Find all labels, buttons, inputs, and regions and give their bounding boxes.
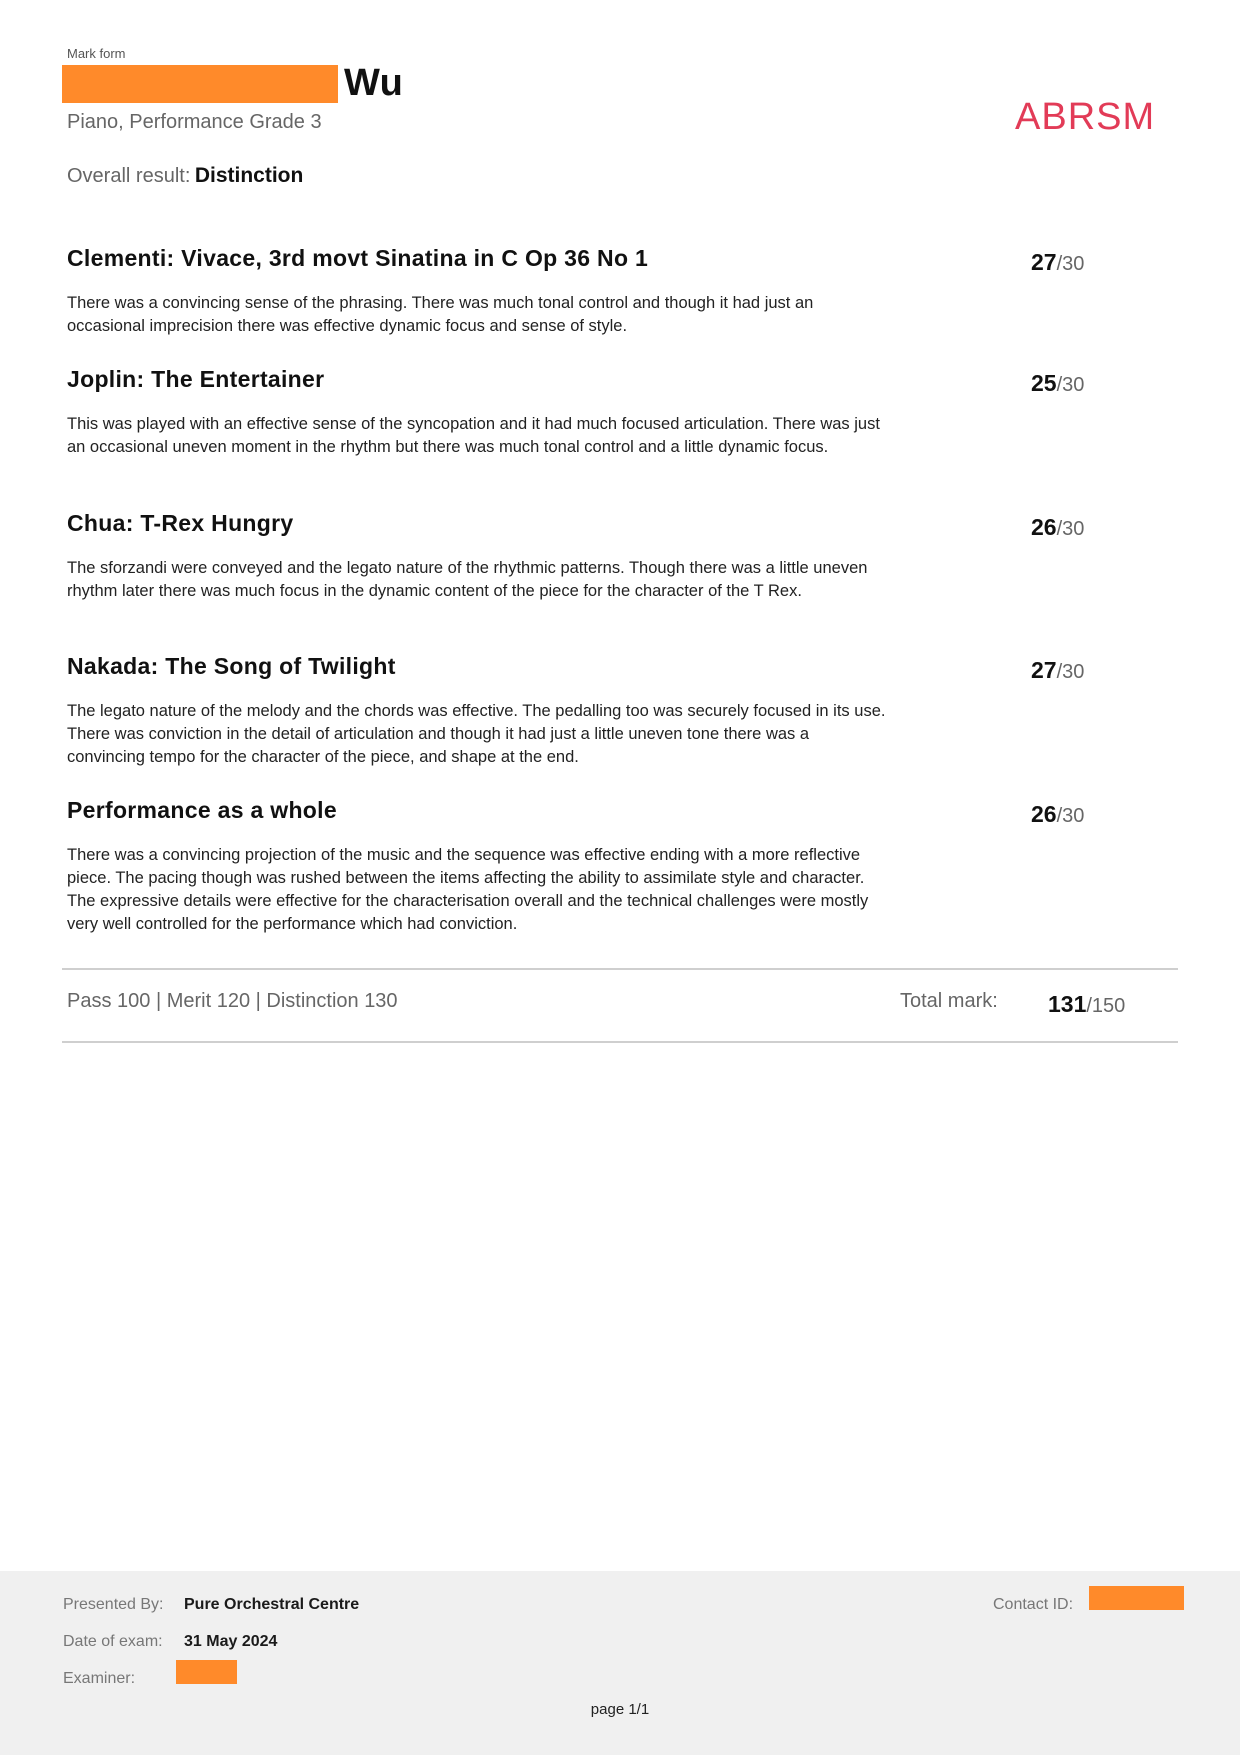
piece-score: 26 [1031, 801, 1057, 827]
piece-mark [1031, 801, 1127, 828]
piece-section [67, 510, 1127, 603]
piece-mark [1031, 370, 1127, 397]
total-max: /150 [1086, 995, 1126, 1017]
page-number: page 1/1 [590, 1701, 650, 1718]
piece-mark [1031, 249, 1127, 276]
piece-title: Joplin: The Entertainer [67, 366, 325, 392]
total-mark [1048, 991, 1125, 1018]
exam-date-value: 31 May 2024 [184, 1633, 278, 1650]
piece-title: Performance as a whole [67, 797, 337, 823]
piece-max: /30 [1056, 518, 1085, 540]
piece-section [67, 653, 1127, 769]
piece-comment: This was played with an effective sense of the syncopation and it had much focused articulation. There was just an occasional uneven moment in the rhythm but there was much tonal control and a little dynamic focus. [67, 415, 880, 456]
piece-max: /30 [1056, 805, 1085, 827]
piece-title: Nakada: The Song of Twilight [67, 653, 396, 679]
piece-title: Clementi: Vivace, 3rd movt Sinatina in C Op 36 No 1 [67, 245, 649, 271]
overall-result [67, 164, 303, 188]
piece-max: /30 [1056, 374, 1085, 396]
abrsm-logo: ABRSM [1015, 96, 1156, 138]
piece-comment: There was a convincing sense of the phrasing. There was much tonal control and though it had just an occasional imprecision there was effective dynamic focus and sense of style. [67, 294, 814, 335]
overall-result-value: Distinction [194, 164, 304, 187]
contact-id-label: Contact ID: [993, 1596, 1074, 1613]
total-score: 131 [1048, 991, 1087, 1017]
redacted-first-name [62, 65, 338, 103]
piece-mark [1031, 657, 1127, 684]
piece-score: 27 [1031, 249, 1057, 275]
redacted-examiner [176, 1660, 237, 1684]
examiner-label: Examiner: [63, 1670, 136, 1687]
piece-max: /30 [1056, 661, 1085, 683]
redacted-contact-id [1089, 1586, 1184, 1610]
presented-by-label: Presented By: [63, 1596, 164, 1613]
piece-section [67, 245, 1127, 338]
piece-score: 26 [1031, 514, 1057, 540]
candidate-surname: Wu [344, 62, 404, 104]
total-mark-label: Total mark: [900, 990, 998, 1012]
piece-section [67, 797, 1127, 936]
piece-title: Chua: T-Rex Hungry [67, 510, 294, 536]
presented-by-value: Pure Orchestral Centre [184, 1596, 360, 1613]
exam-subtitle: Piano, Performance Grade 3 [67, 111, 322, 133]
piece-score: 25 [1031, 370, 1057, 396]
grade-thresholds: Pass 100 | Merit 120 | Distinction 130 [67, 990, 398, 1012]
piece-score: 27 [1031, 657, 1057, 683]
piece-section [67, 366, 1127, 459]
divider-top [62, 968, 1178, 970]
overall-result-label: Overall result: [67, 165, 191, 187]
piece-max: /30 [1056, 253, 1085, 275]
piece-comment: The sforzandi were conveyed and the legato nature of the rhythmic patterns. Though there was a little uneven rhythm later there was much focus in the dynamic content of the piece for the character of the T Rex. [67, 559, 868, 600]
form-type-label: Mark form [67, 46, 126, 61]
divider-bottom [62, 1041, 1178, 1043]
piece-mark [1031, 514, 1127, 541]
piece-comment: The legato nature of the melody and the chords was effective. The pedalling too was securely focused in its use. There was conviction in the detail of articulation and though it had just a little uneven tone there was a convincing tempo for the character of the piece, and shape at the end. [67, 702, 886, 766]
footer [0, 1571, 1240, 1755]
piece-comment: There was a convincing projection of the music and the sequence was effective ending with a more reflective piece. The pacing though was rushed between the items affecting the ability to assimilate style and character. The expressive details were effective for the characterisation overall and the technical challenges were mostly very well controlled for the performance which had conviction. [67, 846, 869, 933]
exam-date-label: Date of exam: [63, 1633, 163, 1650]
